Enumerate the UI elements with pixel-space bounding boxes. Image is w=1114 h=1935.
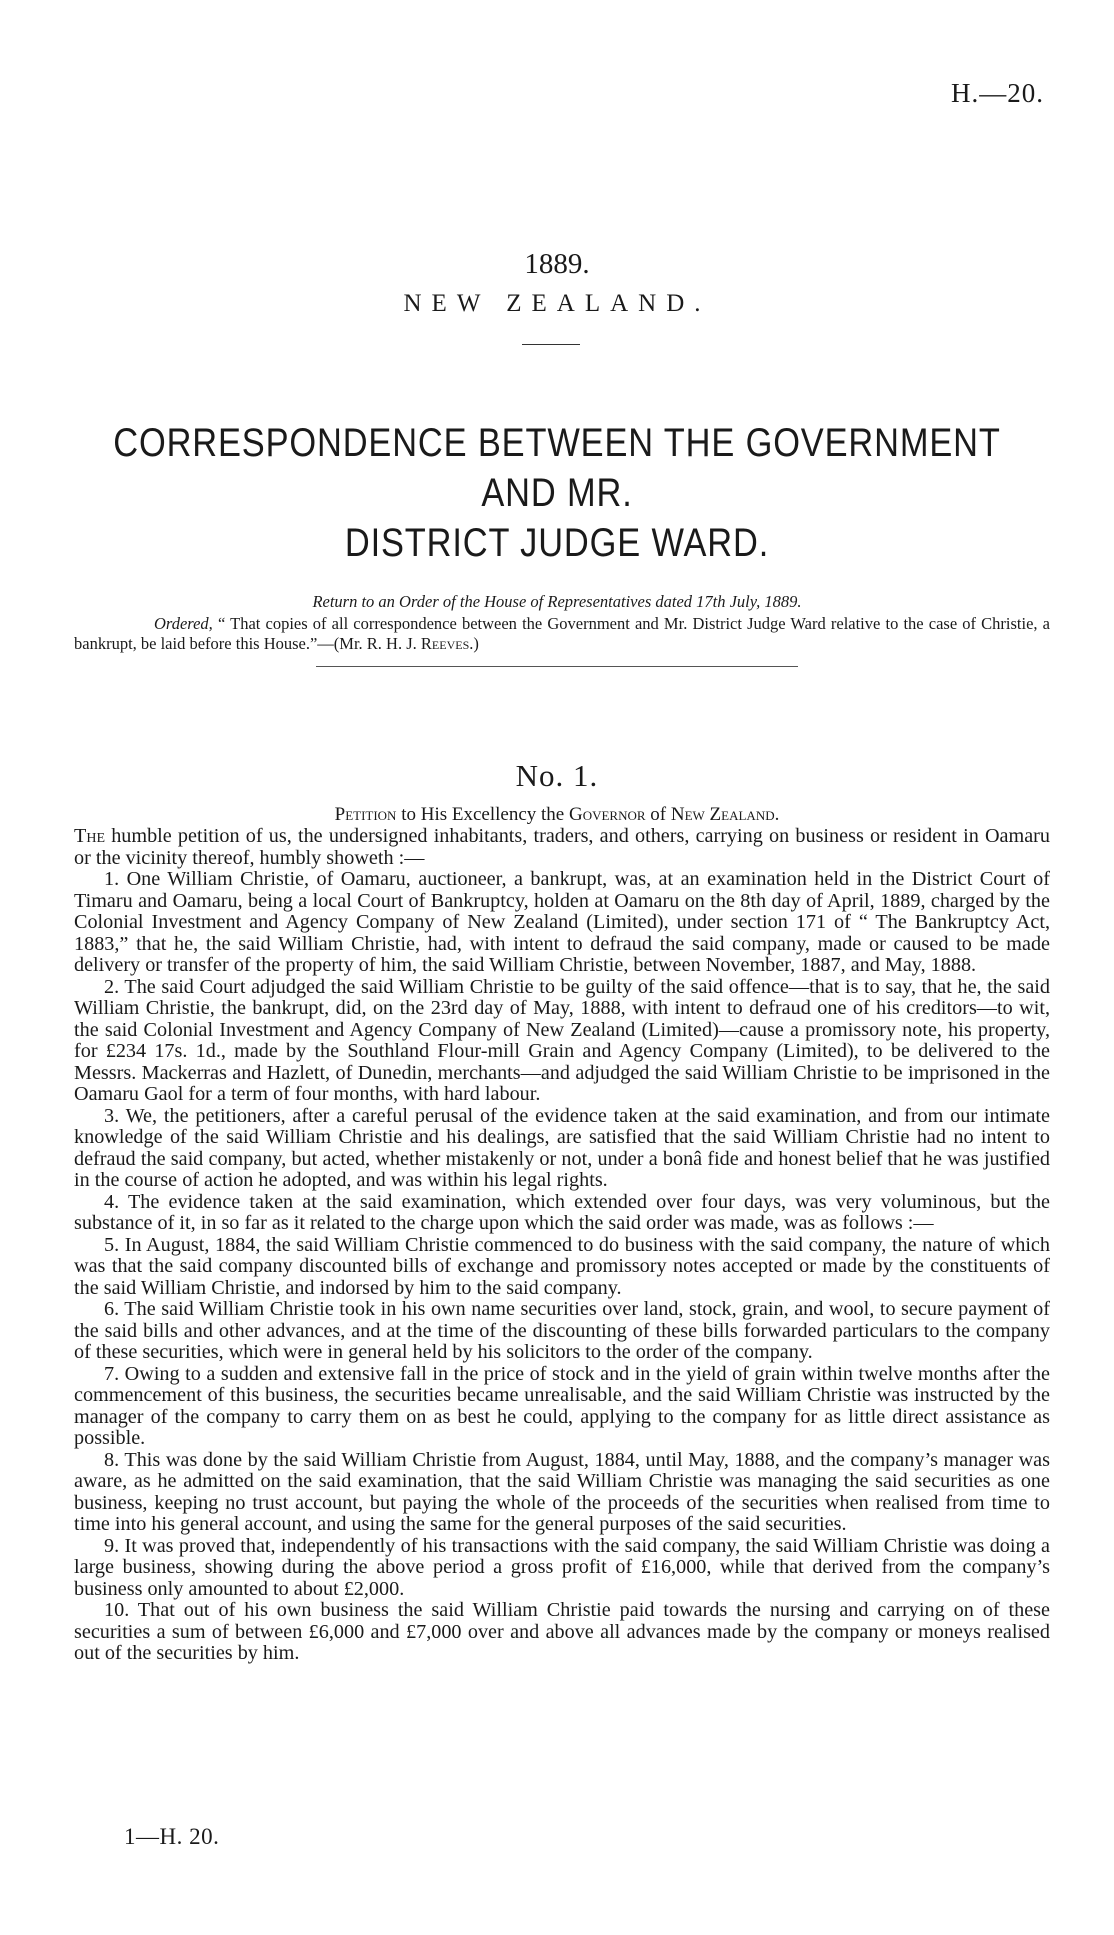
heading-new-zealand: New Zealand [670,804,775,825]
paper-reference-code: H.—20. [951,78,1044,108]
petition-paragraph-8: 8. This was done by the said William Christie from August, 1884, until May, 1888, and the company’s manager was aware, as he admitted on the said examination, that the said William Christie was managing the said securities as one business, keeping no trust account, but paying the whole of the proceeds of the securities when realised from time to time into his general account, and using the same for the general purposes of the said securities. [74,1448,1050,1535]
ordered-statement [74,614,1050,654]
heading-of: of [645,804,671,825]
document-number: No. 1. [515,758,599,793]
heading-governor: Governor [568,804,646,825]
petition-paragraph-1: 1. One William Christie, of Oamaru, auctioneer, a bankrupt, was, at an examination held in the District Court of Timaru and Oamaru, being a local Court of Bankruptcy, holden at Oamaru on the 8th day of April, 1889, charged by the Colonial Investment and Agency Company of New Zealand (Limited), under section 171 of “ The Bankruptcy Act, 1883,” that he, the said William Christie, had, with intent to defraud the said company, made or caused to be made delivery or transfer of the property of him, the said William Christie, between November, 1887, and May, 1888. [74,868,1050,976]
divider-long [316,666,798,667]
opening-lead: The [74,825,105,847]
mover-name: Reeves [420,634,470,653]
petition-paragraph-4: 4. The evidence taken at the said examination, which extended over four days, was very voluminous, but the substance of it, in so far as it related to the charge upon which the said order was made, was as follows :— [74,1190,1050,1234]
heading-mid: to His Excellency the [396,804,569,825]
petition-paragraph-2: 2. The said Court adjudged the said William Christie to be guilty of the said offence—that is to say, that he, the said William Christie, the bankrupt, did, on the 23rd day of May, 1888, with intent to defraud one of his creditors—to wit, the said Colonial Investment and Agency Company of New Zealand (Limited)—cause a promissory note, his property, for £234 17s. 1d., made by the Southland Flour-mill Grain and Agency Company (Limited), to be delivered to the Messrs. Mackerras and Hazlett, of Dunedin, merchants—and adjudged the said William Christie to be imprisoned in the Oamaru Gaol for a term of four months, with hard labour. [74,975,1050,1105]
petition-paragraph-3: 3. We, the petitioners, after a careful perusal of the evidence taken at the said examination, and from our intimate knowledge of the said William Christie and his dealings, are satisfied that the said William Christie had no intent to defraud the said company, but acted, whether mistakenly or not, under a bonâ fide and honest belief that he was justified in the course of action he adopted, and was within his legal rights. [74,1104,1050,1191]
return-order-line: Return to an Order of the House of Representatives dated 17th July, 1889. [312,592,802,611]
ordered-close: .) [469,634,479,653]
divider-short [522,344,580,345]
ordered-label: Ordered, [154,614,213,633]
petition-paragraph-10: 10. That out of his own business the said William Christie paid towards the nursing and carrying on of these securities a sum of between £6,000 and £7,000 over and above all advances made by the company or moneys realised out of the securities by him. [74,1599,1050,1664]
year: 1889. [524,248,590,280]
title-line-2: DISTRICT JUDGE WARD. [344,521,770,565]
petition-paragraph-9: 9. It was proved that, independently of his transactions with the said company, the said William Christie was doing a large business, showing during the above period a gross profit of £16,000, while that derived from the company’s business only amounted to about £2,000. [74,1534,1050,1600]
petition-opening [74,826,1050,869]
heading-petition: Petition [334,804,397,825]
sheet-signature: 1—H. 20. [124,1824,220,1849]
page-title [112,418,1001,568]
petition-body [74,826,1050,1665]
ordered-text: “ That copies of all correspondence between the Government and Mr. District Judge Ward relative to the case of Christie, a bankrupt, be laid before this House.”—(Mr. R. H. J. [74,614,1050,653]
petition-paragraph-5: 5. In August, 1884, the said William Christie commenced to do business with the said company, the nature of which was that the said company discounted bills of exchange and promissory notes accepted or made by the constituents of the said William Christie, and indorsed by him to the said company. [74,1233,1050,1299]
petition-paragraph-6: 6. The said William Christie took in his own name securities over land, stock, grain, and wool, to secure payment of the said bills and other advances, and at the time of the discounting of these bills forwarded particulars to the company of these securities, which were in general held by his solicitors to the order of the company. [74,1298,1050,1363]
opening-text: humble petition of us, the undersigned inhabitants, traders, and others, carrying on business or resident in Oamaru or the vicinity thereof, humbly showeth :— [74,825,1050,869]
petition-paragraph-7: 7. Owing to a sudden and extensive fall in the price of stock and in the yield of grain within twelve months after the commencement of this business, the securities became unrealisable, and the said William Christie was instructed by the manager of the company to carry them on as best he could, applying to the company for as little direct assistance as possible. [74,1362,1050,1449]
document-heading [0,804,1114,826]
title-line-1: CORRESPONDENCE BETWEEN THE GOVERNMENT AND MR. [113,421,1001,515]
country-heading: NEW ZEALAND. [403,290,711,317]
heading-end: . [774,804,780,825]
